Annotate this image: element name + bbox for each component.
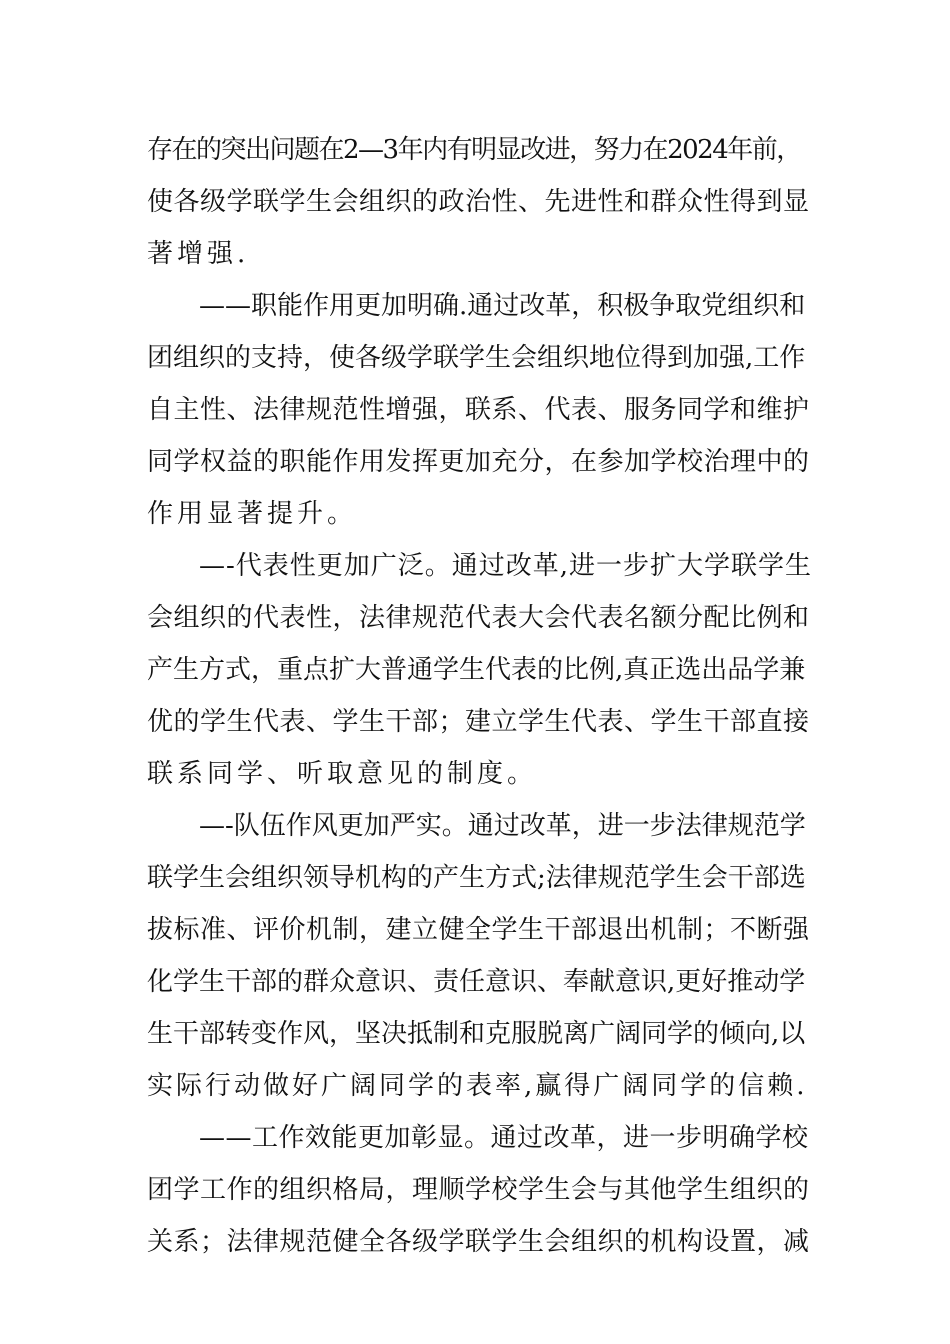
text-line-17: 化学生干部的群众意识、责任意识、奉献意识,更好推动学	[147, 967, 806, 997]
text-line-12: 优的学生代表、学生干部；建立学生代表、学生干部直接	[147, 707, 810, 737]
text-line-13: 联系同学、听取意见的制度。	[147, 759, 538, 789]
text-line-11: 产生方式，重点扩大普通学生代表的比例,真正选出品学兼	[147, 655, 806, 685]
text-line-14: —-队伍作风更加严实。通过改革，进一步法律规范学	[199, 811, 806, 841]
text-line-9: —-代表性更加广泛。通过改革,进一步扩大学联学生	[199, 551, 813, 581]
text-line-21: 团学工作的组织格局，理顺学校学生会与其他学生组织的	[147, 1175, 810, 1205]
text-line-16: 拔标准、评价机制，建立健全学生干部退出机制；不断强	[147, 915, 810, 945]
text-line-6: 自主性、法律规范性增强，联系、代表、服务同学和维护	[147, 395, 810, 425]
text-line-20: ——工作效能更加彰显。通过改革，进一步明确学校	[199, 1123, 809, 1153]
text-line-7: 同学权益的职能作用发挥更加充分，在参加学校治理中的	[147, 447, 810, 477]
text-line-1: 存在的突出问题在2—3年内有明显改进，努力在2024年前，	[147, 135, 801, 165]
text-line-15: 联学生会组织领导机构的产生方式;法律规范学生会干部选	[147, 863, 806, 893]
text-line-18: 生干部转变作风，坚决抵制和克服脱离广阔同学的倾向,以	[147, 1019, 806, 1049]
text-line-10: 会组织的代表性，法律规范代表大会代表名额分配比例和	[147, 603, 810, 633]
text-line-19: 实际行动做好广阔同学的表率,赢得广阔同学的信赖.	[147, 1071, 808, 1101]
text-line-22: 关系；法律规范健全各级学联学生会组织的机构设置，减	[147, 1227, 810, 1257]
text-line-3: 著增强.	[147, 239, 250, 269]
text-line-8: 作用显著提升。	[147, 499, 358, 529]
text-line-4: ——职能作用更加明确.通过改革，积极争取党组织和	[199, 291, 806, 321]
text-line-2: 使各级学联学生会组织的政治性、先进性和群众性得到显	[147, 187, 810, 217]
text-line-5: 团组织的支持，使各级学联学生会组织地位得到加强,工作	[147, 343, 806, 373]
